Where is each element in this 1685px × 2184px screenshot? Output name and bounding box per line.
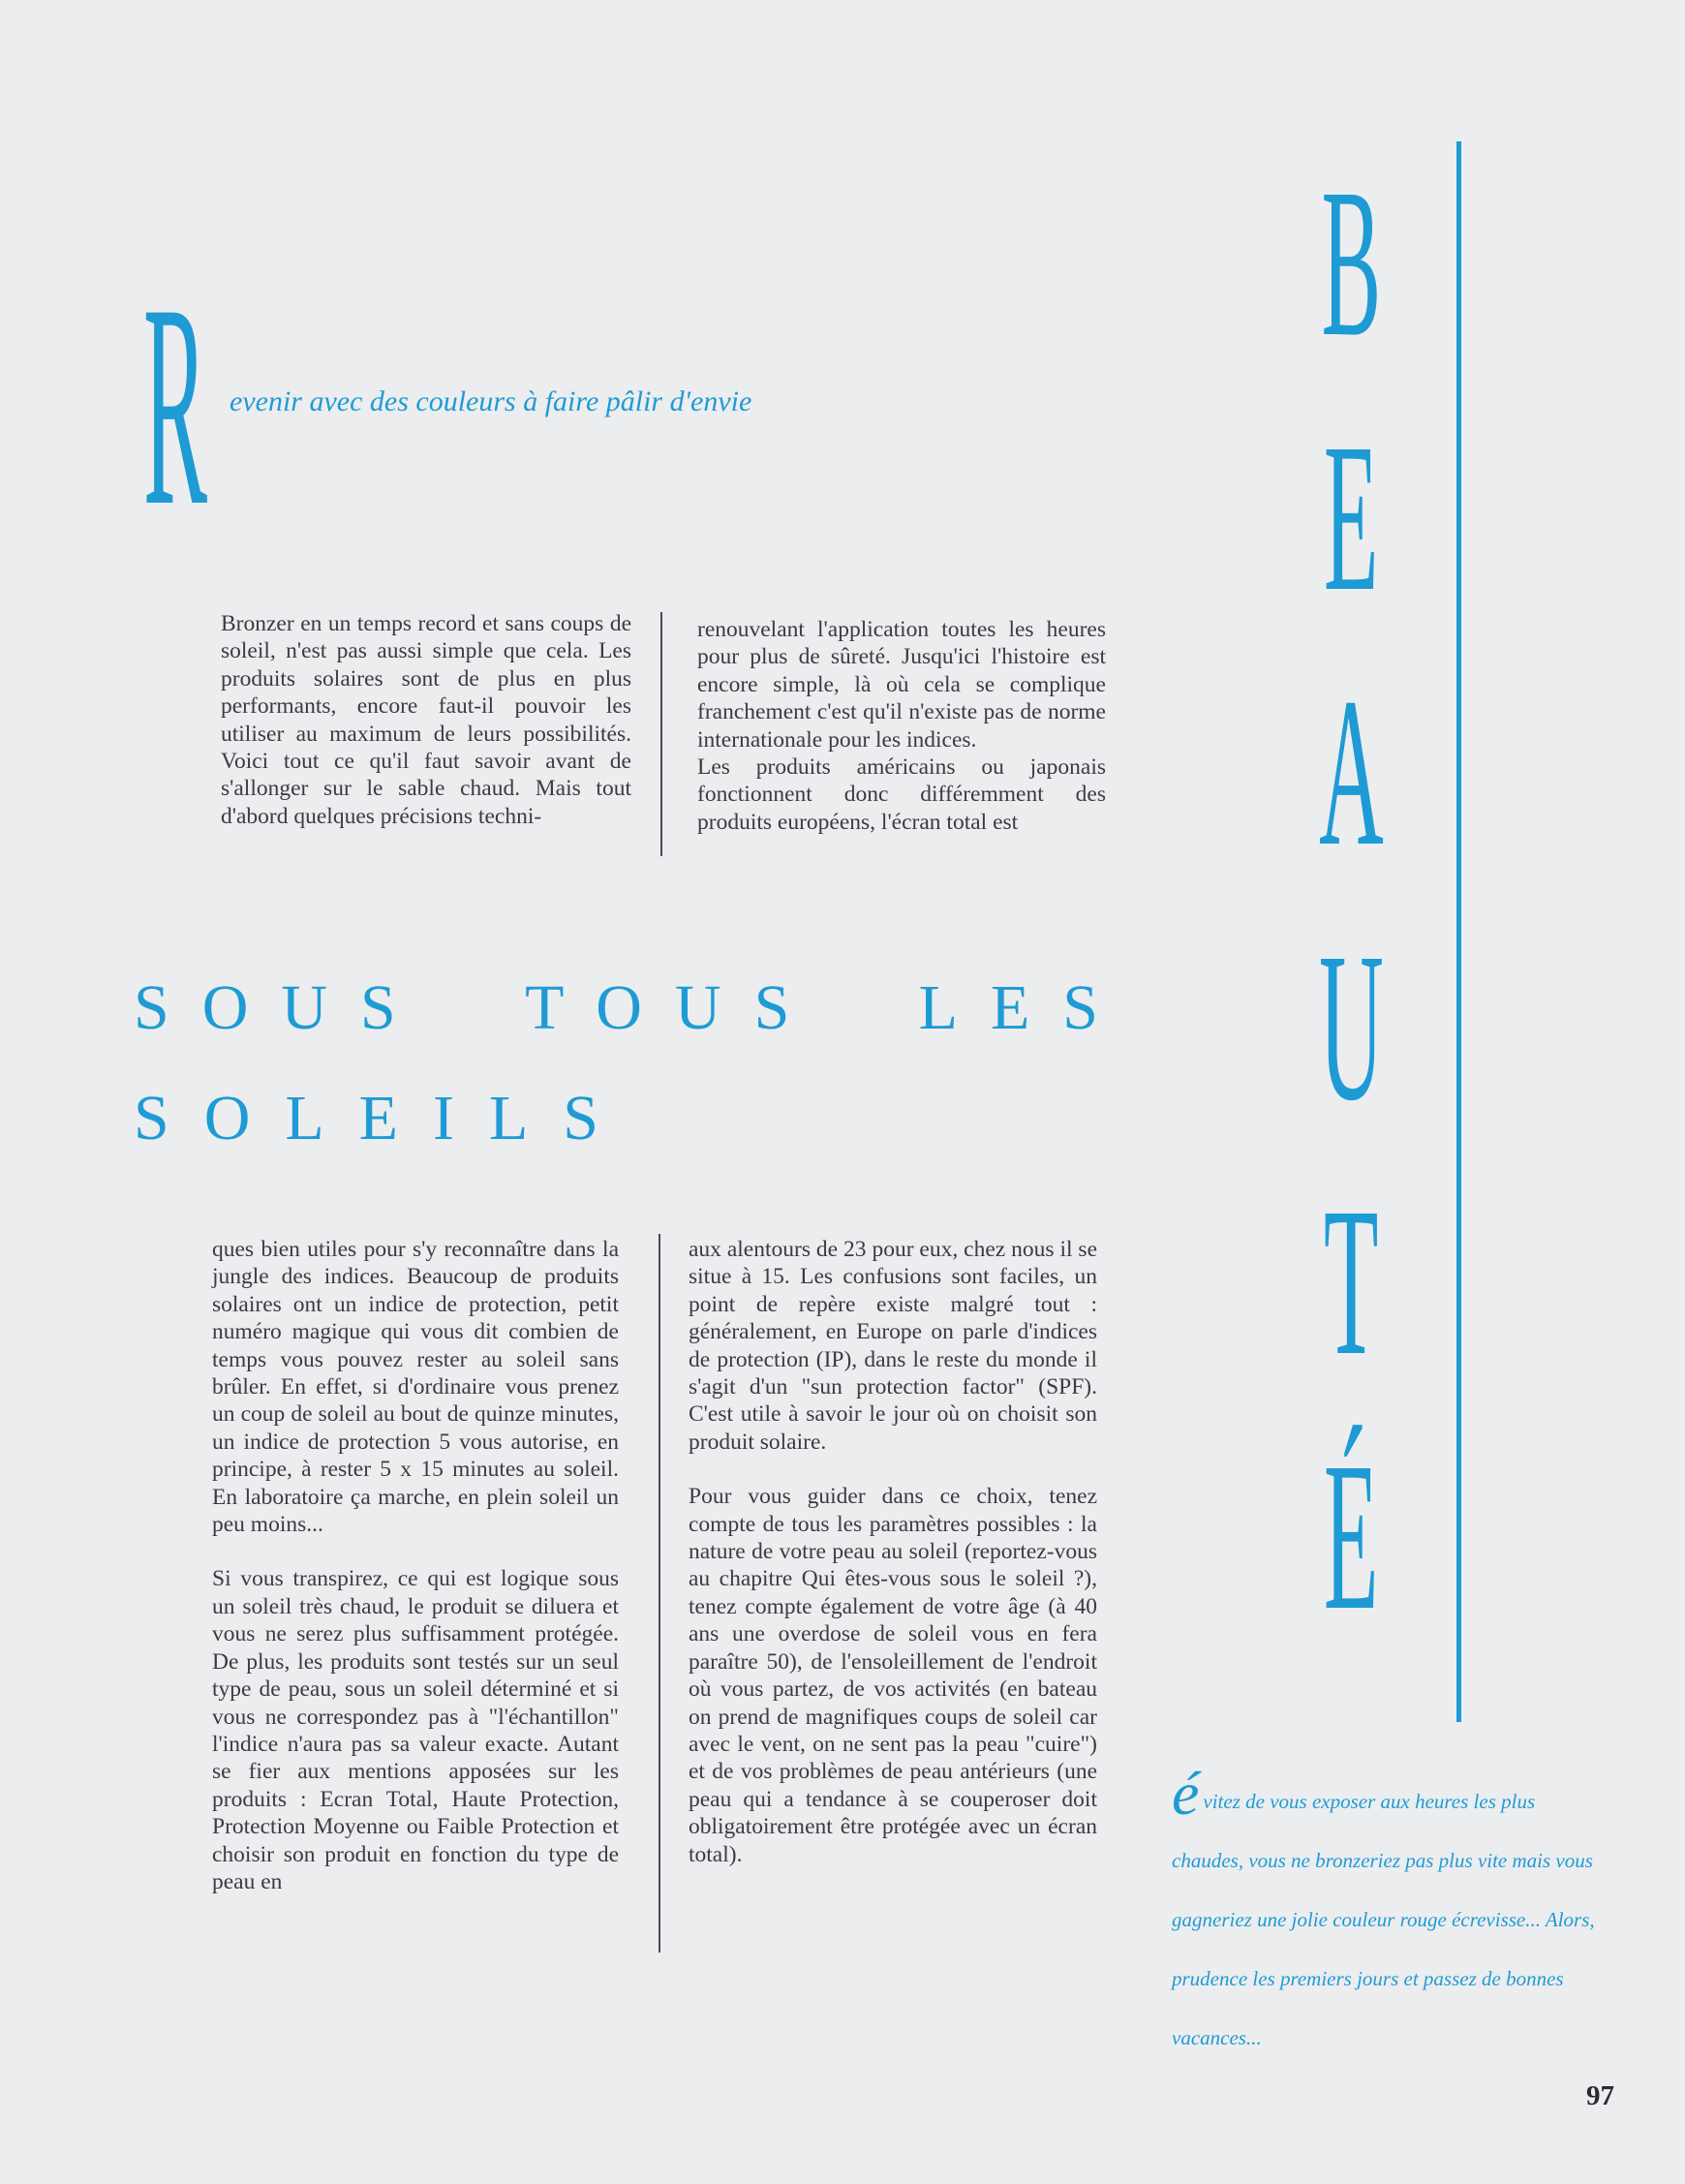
paragraph: ques bien utiles pour s'y reconnaître dans la jungle des indices. Beaucoup de produits solaires ont un indice de protection, petit numéro magique qui vous dit combien de temps vous pouvez rester au soleil sans brûler. En effet, si d'ordinaire vous prenez un coup de soleil au bout de quinze minutes, un indice de protection 5 vous autorise, en principe, à rester 5 x 15 minutes au soleil. En laboratoire ça marche, en plein soleil un peu moins... bbox=[212, 1237, 619, 1538]
column-divider bbox=[660, 612, 662, 856]
paragraph: Si vous transpirez, ce qui est logique sous un soleil très chaud, le produit se diluera et vous ne serez plus suffisamment protégée. De plus, les produits sont testés sur un seul type de peau, sous un soleil déterminé et si vous ne correspondez pas à "l'échantillon" l'indice n'aura pas sa valeur exacte. Autant se fier aux mentions apposées sur les produits : Ecran Total, Haute Protection, Protection Moyenne ou Faible Protection et choisir son produit en fonction du type de peau en bbox=[212, 1566, 619, 1894]
paragraph: Bronzer en un temps record et sans coups de soleil, n'est pas aussi simple que cela. Les produits solaires sont de plus en plus performants, encore faut-il pouvoir les utiliser au maximum de leurs possibilités. Voici tout ce qu'il faut savoir avant de s'allonger sur le sable chaud. Mais tout d'abord quelques précisions techni- bbox=[221, 611, 631, 829]
vertical-title-letter: E bbox=[1323, 399, 1379, 635]
body-column-1 bbox=[221, 610, 631, 830]
heading-word: SOUS bbox=[134, 972, 429, 1043]
drop-cap: R bbox=[143, 244, 208, 566]
body-column-4 bbox=[689, 1236, 1097, 1868]
section-heading bbox=[134, 953, 1131, 1174]
heading-word: TOUS bbox=[525, 972, 823, 1043]
body-column-3 bbox=[212, 1236, 619, 1895]
heading-word: LES bbox=[918, 972, 1131, 1043]
sidebar-cap: é bbox=[1172, 1759, 1200, 1828]
paragraph: Pour vous guider dans ce choix, tenez compte de tous les paramètres possibles : la nature de votre peau au soleil (reportez-vous au chapitre Qui êtes-vous sous le soleil ?), tenez compte également de votre âge (à 40 ans une overdose de soleil vous en fera paraître 50), de l'ensoleillement de l'endroit où vous partez, de vos activités (en bateau on prend de magnifiques coups de soleil car avec le vent, on ne sent pas la peau "cuire") et de vos problèmes de peau antérieurs (une peau qui a tendance à se couperoser doit obligatoirement être protégée avec un écran total). bbox=[689, 1484, 1097, 1867]
vertical-title-letter: A bbox=[1318, 654, 1384, 890]
paragraph: Les produits américains ou japonais fonctionnent donc différemment des produits européens, l'écran total est bbox=[697, 754, 1106, 835]
page-number: 97 bbox=[1586, 2080, 1614, 2111]
heading-word: SOLEILS bbox=[134, 1083, 633, 1154]
vertical-rule bbox=[1456, 141, 1461, 1722]
vertical-title-letter: É bbox=[1323, 1418, 1379, 1654]
body-column-2 bbox=[697, 616, 1106, 836]
sidebar-text: vitez de vous exposer aux heures les plus chaudes, vous ne bronzeriez pas plus vite mais vous gagneriez une jolie couleur rouge écrevisse... Alors, prudence les premiers jours et passez de bonnes vacances... bbox=[1172, 1790, 1595, 2049]
paragraph: aux alentours de 23 pour eux, chez nous il se situe à 15. Les confusions sont faciles, un point de repère existe malgré tout : généralement, en Europe on parle d'indices de protection (IP), dans le reste du monde il s'agit d'un "sun protection factor" (SPF). C'est utile à savoir le jour où on choisit son produit solaire. bbox=[689, 1237, 1097, 1455]
vertical-title bbox=[1298, 136, 1404, 1664]
paragraph: renouvelant l'application toutes les heures pour plus de sûreté. Jusqu'ici l'histoire est encore simple, là où cela se complique franchement c'est qu'il n'existe pas de norme internationale pour les indices. bbox=[697, 617, 1106, 753]
intro-line: evenir avec des couleurs à faire pâlir d'envie bbox=[230, 385, 752, 417]
heading-line-2 bbox=[134, 1063, 1131, 1174]
vertical-title-letter: U bbox=[1318, 908, 1384, 1145]
vertical-title-letter: T bbox=[1323, 1163, 1379, 1400]
heading-line-1 bbox=[134, 953, 1131, 1063]
column-divider bbox=[659, 1234, 660, 1953]
vertical-title-letter: B bbox=[1321, 144, 1381, 381]
sidebar-note bbox=[1172, 1759, 1598, 2068]
